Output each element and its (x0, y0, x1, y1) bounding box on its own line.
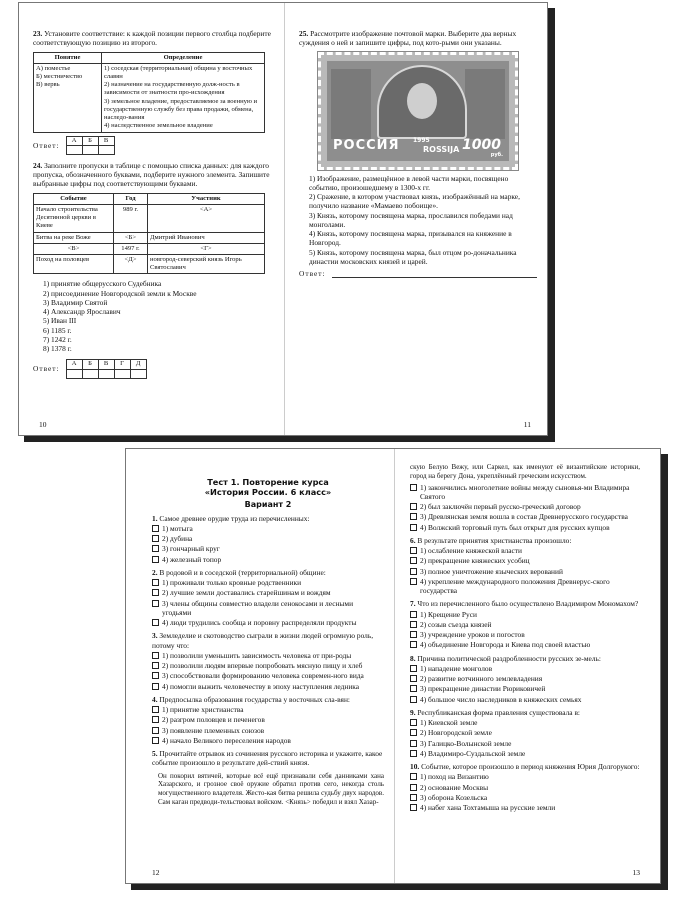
question-text: Заполните пропуски в таблице с помощью списка данных: для каждого пропуска, обозначенного буквами, подберите нужного элемента. Запишите выбранные цифры под соответствующими буквами. (33, 160, 270, 189)
option-label: 2) был заключён первый русско-греческий договор (420, 502, 581, 511)
answer-checkbox[interactable] (152, 600, 159, 607)
concept-item: А) поместье (36, 64, 71, 72)
question-number: 8. (410, 653, 416, 663)
bottom-book-spread (125, 448, 661, 884)
question-number: 3. (152, 631, 158, 641)
page-number: 11 (523, 419, 531, 429)
question-text: Рассмотрите изображение почтовой марки. Выберите два верных суждения о ней и запишите цифры, под кото-рыми они указаны. (299, 29, 517, 48)
question-7 (410, 599, 640, 649)
answer-label: Ответ: (33, 364, 60, 374)
answer-cell[interactable] (82, 369, 98, 378)
table-cell: Начало строительства Десятинной церкви в Киеве (34, 204, 114, 232)
answer-checkbox[interactable] (152, 727, 159, 734)
question-3 (152, 631, 384, 691)
question-5-options (410, 483, 640, 532)
option-label: 3) члены общины совместно владели сенокосами и лесными угодьями (162, 598, 354, 617)
answer-checkbox[interactable] (410, 641, 417, 648)
page-number: 12 (152, 867, 160, 877)
answer-checkbox[interactable] (410, 557, 417, 564)
option-label: 1) Киевской земле (420, 718, 478, 727)
question-text: Причина политической раздробленности русских зе-мель: (417, 653, 601, 663)
answer-checkbox[interactable] (410, 568, 417, 575)
table-cell: <Д> (114, 255, 148, 274)
table-header: Понятие (34, 52, 102, 63)
table-header: Год (114, 193, 148, 204)
option-label: 1) позволили уменьшить зависимость человека от при-роды (162, 650, 352, 660)
answer-checkbox[interactable] (410, 740, 417, 747)
option-label: 3) появление племенных союзов (162, 725, 265, 735)
answer-checkbox[interactable] (410, 484, 417, 491)
page-11 (299, 3, 537, 435)
spread-shadow (131, 884, 668, 890)
answer-checkbox[interactable] (152, 589, 159, 596)
stamp-right-panel (465, 69, 505, 139)
gutter-line (394, 449, 395, 883)
option-label: 2) основание Москвы (420, 782, 489, 792)
fill-table (33, 193, 265, 275)
option-label: 4) люди трудились сообща и поровну распределяли продукты (162, 618, 357, 627)
gutter-line (284, 3, 285, 435)
answer-letter: Г (114, 360, 130, 369)
question-24 (33, 161, 273, 189)
question-text: Самое древнее орудие труда из перечисленных: (159, 513, 310, 523)
list-item: 6) 1185 г. (43, 325, 72, 335)
title-line: «История России. 6 класс» (204, 487, 332, 498)
question-text: В родовой и в соседской (территориальной) общине: (159, 567, 326, 577)
list-item: 3) Владимир Святой (43, 297, 108, 307)
question-number: 7. (410, 599, 416, 609)
answer-cell[interactable] (82, 145, 98, 154)
statements-list-25 (299, 174, 537, 267)
spread-shadow (548, 8, 555, 442)
answer-checkbox[interactable] (152, 652, 159, 659)
answer-cell[interactable] (98, 369, 114, 378)
table-row (34, 255, 265, 274)
question-number: 5. (152, 749, 158, 758)
list-item: 1) принятие общерусского Судебника (43, 279, 162, 289)
option-label: 3) Древлянская земля вошла в состав Древнерусского государства (420, 512, 628, 522)
option-label: 4) объединение Новгорода и Киева под своей властью (420, 640, 591, 650)
answer-cell[interactable] (98, 145, 114, 154)
question-8 (410, 654, 640, 704)
title-line: Тест 1. Повторение курса (207, 477, 329, 487)
option-label: 4) Владимиро-Суздальской земле (420, 748, 526, 758)
option-label: 2) разгром половцев и печенегов (162, 715, 265, 725)
option-label: 1) поход на Византию (420, 772, 489, 782)
question-text: Установите соответствие: к каждой позиции первого столбца подберите соответствующую позицию из второго. (33, 29, 271, 48)
historical-passage: Он покорил вятичей, которые всё ещё признавали себя данниками хана Хазарского, и грозное своё оружие обратил против сего, некогда столь могущественного владетеля. Жесто-кая битва решила судьбу двух народов. Сам каган предводи-тельствовал войском. <Князь> победил и взял Хазар- (158, 771, 384, 806)
answer-checkbox[interactable] (152, 683, 159, 690)
table-header: Участник (148, 193, 265, 204)
list-item: 2) Сражение, в котором участвовал князь, изображённый на марке, получило название «Мамаево побоище». (309, 192, 520, 211)
option-label: 4) большое число наследников в княжеских семьях (420, 694, 582, 704)
answer-checkbox[interactable] (410, 675, 417, 682)
table-cell: Битва на реке Воже (34, 232, 114, 243)
question-10 (410, 762, 640, 812)
answer-cell[interactable] (66, 369, 82, 378)
page-13 (410, 449, 640, 883)
answer-row-23 (33, 136, 273, 155)
table-row (34, 243, 265, 254)
option-label: 1) Крещение Руси (420, 609, 477, 619)
definition-item: 1) соседская (территориальная) община у восточных славян (104, 64, 253, 80)
option-label: 3) прекращение династии Рюриковичей (420, 684, 546, 694)
option-label: 4) железный топор (162, 554, 222, 564)
answer-checkbox[interactable] (152, 545, 159, 552)
answer-checkbox[interactable] (152, 737, 159, 744)
answer-cell[interactable] (114, 369, 130, 378)
question-text: Прочитайте отрывок из сочинения русского историка и укажите, какое событие произошло в результате дей-ствий князя. (152, 749, 383, 768)
answer-checkbox[interactable] (410, 719, 417, 726)
question-text: Предпосылка образования государства у восточных сла-вян: (159, 694, 350, 704)
answer-checkbox[interactable] (410, 631, 417, 638)
concept-item: В) вервь (36, 81, 60, 89)
list-item: 7) 1242 г. (43, 334, 72, 344)
question-number: 2. (152, 567, 158, 577)
table-header: Определение (102, 52, 265, 63)
answer-checkbox[interactable] (152, 662, 159, 669)
table-cell: 1497 г. (114, 243, 148, 254)
stamp-year-text: 1995 (413, 137, 430, 144)
answer-checkbox[interactable] (410, 503, 417, 510)
answer-letter: В (98, 136, 114, 145)
option-label: 4) укрепление международного положения Древнерус-ского государства (420, 576, 610, 595)
answer-letter: Б (82, 136, 98, 145)
definitions-cell (102, 63, 265, 132)
question-2 (152, 568, 384, 628)
page-number: 13 (632, 867, 640, 877)
stamp-value-text: 1000 (462, 137, 501, 153)
table-row (34, 232, 265, 243)
matching-table (33, 52, 265, 133)
answer-row-25 (299, 269, 537, 278)
top-book-spread (18, 2, 548, 436)
answer-letter: А (66, 136, 82, 145)
question-number: 6. (410, 535, 416, 545)
option-label: 2) Новгородской земле (420, 728, 492, 738)
answer-checkbox[interactable] (152, 535, 159, 542)
definition-item: 2) назначение на государственную долж-ность в зависимости от знатности про-исхождения (104, 81, 240, 97)
stamp-left-panel (331, 69, 371, 139)
answer-checkbox[interactable] (152, 672, 159, 679)
list-item: 2) присоединение Новгородской земли к Москве (43, 288, 197, 298)
answer-grid (66, 136, 115, 155)
concept-item: Б) местничество (36, 72, 83, 80)
answer-checkbox[interactable] (152, 706, 159, 713)
list-item: 5) Князь, которому посвящена марка, был отцом ро-доначальника династии московских князей и царей. (309, 247, 517, 266)
answer-row-24 (33, 359, 273, 378)
question-9 (410, 708, 640, 758)
concepts-cell (34, 63, 102, 132)
answer-grid (66, 359, 147, 378)
answer-checkbox[interactable] (410, 750, 417, 757)
table-cell: <А> (148, 204, 265, 232)
option-label: 4) Волжский торговый путь был открыт для русских купцов (420, 522, 610, 532)
answer-checkbox[interactable] (410, 513, 417, 520)
option-label: 2) дубина (162, 534, 193, 543)
answer-checkbox[interactable] (410, 729, 417, 736)
option-label: 3) учреждение уроков и погостов (420, 630, 525, 639)
answer-cell[interactable] (130, 369, 146, 378)
answer-letter: В (98, 360, 114, 369)
question-5 (152, 749, 384, 768)
question-number: 10. (410, 762, 420, 771)
options-list-24 (33, 279, 273, 353)
option-label: 2) лучшие земли доставались старейшинам и вождям (162, 588, 331, 598)
option-label: 3) оборона Козельска (420, 792, 488, 802)
question-25 (299, 29, 537, 48)
option-label: 1) проживали только кровные родственники (162, 578, 302, 587)
definition-item: 4) наследственное земельное владение (104, 122, 213, 130)
table-cell: 989 г. (114, 204, 148, 232)
answer-checkbox[interactable] (410, 547, 417, 554)
list-item: 3) Князь, которому посвящена марка, прославился победами над монголами. (309, 210, 513, 229)
table-cell: Дмитрий Иванович (148, 232, 265, 243)
question-text: Что из перечисленного было осуществлено Владимиром Мономахом? (417, 599, 639, 609)
question-1 (152, 514, 384, 564)
postage-stamp-image (318, 52, 518, 170)
question-4 (152, 695, 384, 745)
question-text: Республиканская форма правления существовала в: (417, 707, 580, 717)
answer-checkbox[interactable] (410, 696, 417, 703)
option-label: 3) гончарный круг (162, 544, 220, 554)
question-number: 9. (410, 707, 416, 717)
stamp-unit-text: руб. (490, 152, 503, 159)
definition-item: 3) земельное владение, предоставляемое за военную и государственную службу без права продажи, обмена, наследо-вания (104, 97, 258, 122)
stamp-latin-text: ROSSIJA (423, 144, 460, 154)
option-label: 3) полное уничтожение языческих верований (420, 566, 563, 576)
stamp-country-text: РОССИЯ (333, 138, 400, 154)
question-text: Событие, которое произошло в период княжения Юрия Долгорукого: (421, 762, 640, 771)
option-label: 3) способствовали формированию человека современ-ного вида (162, 671, 364, 681)
answer-line[interactable] (332, 270, 537, 278)
option-label: 1) мотыга (162, 523, 193, 533)
answer-checkbox[interactable] (410, 578, 417, 585)
list-item: 8) 1378 г. (43, 344, 72, 354)
answer-checkbox[interactable] (152, 525, 159, 532)
answer-checkbox[interactable] (410, 794, 417, 801)
answer-checkbox[interactable] (152, 556, 159, 563)
answer-checkbox[interactable] (152, 619, 159, 626)
answer-checkbox[interactable] (410, 665, 417, 672)
option-label: 1) закончились многолетние войны между сыновья-ми Владимира Святого (420, 482, 630, 501)
answer-cell[interactable] (66, 145, 82, 154)
option-label: 1) ослабление княжеской власти (420, 546, 522, 555)
stamp-artwork (327, 61, 509, 161)
option-label: 2) созыв съезда князей (420, 619, 492, 629)
list-item: 5) Иван III (43, 316, 77, 326)
answer-checkbox[interactable] (410, 611, 417, 618)
answer-letter: Д (130, 360, 146, 369)
answer-label: Ответ: (33, 140, 60, 150)
spread-shadow (24, 436, 555, 442)
option-label: 2) прекращение княжеских усобиц (420, 556, 530, 566)
question-6 (410, 536, 640, 596)
stamp-prince-portrait (407, 83, 437, 119)
question-number: 25. (299, 29, 309, 38)
answer-checkbox[interactable] (410, 784, 417, 791)
answer-checkbox[interactable] (410, 773, 417, 780)
question-number: 4. (152, 694, 158, 704)
page-10 (33, 3, 273, 435)
answer-letter: А (66, 360, 82, 369)
variant-heading: Вариант 2 (244, 499, 292, 509)
answer-checkbox[interactable] (410, 804, 417, 811)
table-cell: новгород-северский князь Игорь Святославич (148, 255, 265, 274)
option-label: 2) позволили людям впервые попробовать мясную пищу и хлеб (162, 661, 363, 670)
answer-checkbox[interactable] (152, 716, 159, 723)
page-12 (152, 449, 384, 883)
option-label: 4) начало Великого переселения народов (162, 735, 291, 745)
historical-passage-continued: скую Белую Вежу, или Саркел, как именуют её византийские историки, город на берегу Дона, укреплённый греческим искусством. (410, 463, 640, 480)
table-header: Событие (34, 193, 114, 204)
spread-shadow (661, 454, 668, 890)
option-label: 2) развитие вотчинного землевладения (420, 674, 543, 683)
answer-checkbox[interactable] (410, 685, 417, 692)
question-23 (33, 29, 273, 48)
question-number: 24. (33, 160, 43, 170)
question-text: Земледелие и скотоводство сыграли в жизни людей огромную роль, потому что: (152, 631, 374, 650)
question-text: В результате принятия христианства произошло: (417, 535, 572, 545)
page-number: 10 (39, 419, 47, 429)
question-number: 1. (152, 513, 158, 523)
answer-checkbox[interactable] (410, 524, 417, 531)
answer-letter: Б (82, 360, 98, 369)
option-label: 3) Галицко-Волынской земле (420, 738, 512, 748)
table-cell: <Б> (114, 232, 148, 243)
table-row (34, 204, 265, 232)
question-number: 23. (33, 29, 43, 38)
option-label: 4) набег хана Тохтамыша на русские земли (420, 803, 556, 812)
option-label: 1) нападение монголов (420, 663, 493, 673)
test-title (152, 477, 384, 498)
table-cell: <Г> (148, 243, 265, 254)
answer-label: Ответ: (299, 269, 326, 278)
option-label: 1) принятие христианства (162, 705, 244, 714)
list-item: 4) Князь, которому посвящена марка, призывался на княжение в Новгород. (309, 229, 512, 248)
table-cell: <В> (34, 243, 114, 254)
answer-checkbox[interactable] (152, 579, 159, 586)
list-item: 1) Изображение, размещённое в левой части марки, посвящено событию, произошедшему в 1300-х гг. (309, 173, 509, 192)
answer-checkbox[interactable] (410, 621, 417, 628)
option-label: 4) помогли выжить человечеству в эпоху наступления ледника (162, 681, 360, 691)
list-item: 4) Александр Ярославич (43, 307, 121, 317)
table-cell: Поход на половцев (34, 255, 114, 274)
